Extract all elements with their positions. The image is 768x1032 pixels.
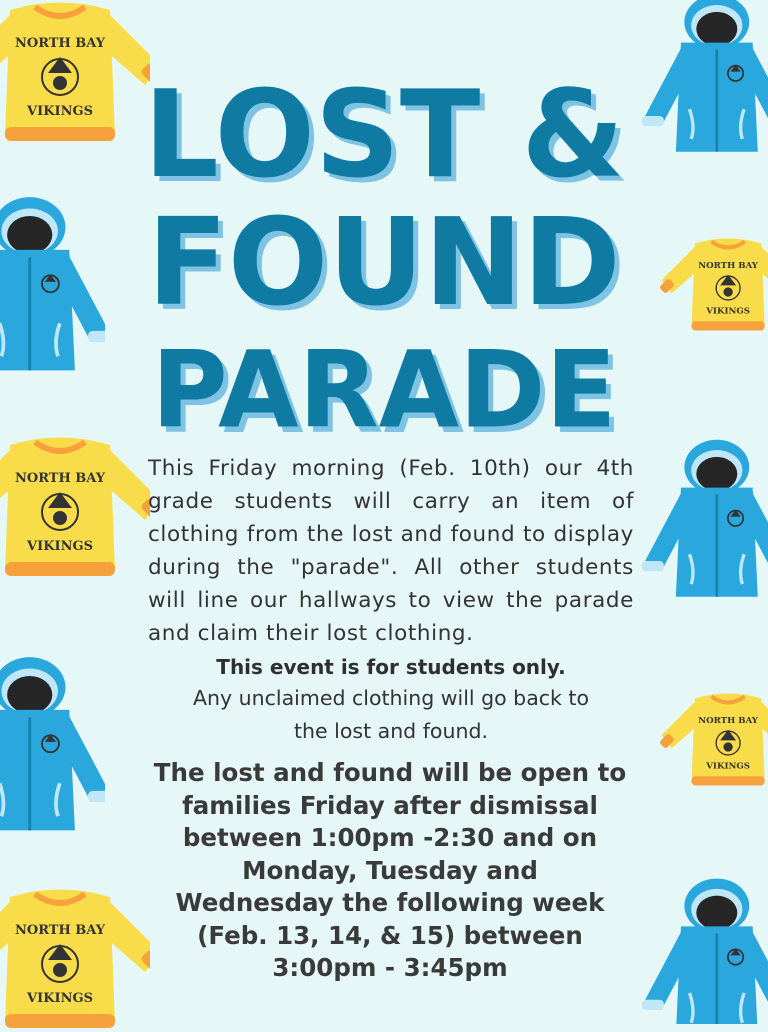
students-only-note: This event is for students only. [216, 655, 566, 679]
open-hours [140, 757, 640, 985]
yellow-sweatshirt-icon [0, 882, 150, 1032]
unclaimed-note-line-2: the lost and found. [294, 719, 488, 743]
page-title [130, 63, 638, 454]
unclaimed-note [148, 682, 634, 748]
blue-hooded-jacket-icon [640, 425, 768, 615]
title-line-1: LOST & [143, 63, 625, 205]
hours-line: (Feb. 13, 14, & 15) between [197, 920, 583, 950]
hours-line: The lost and found will be open to [153, 758, 627, 787]
hours-line: 3:00pm - 3:45pm [272, 953, 508, 982]
blue-hooded-jacket-icon [0, 648, 105, 848]
blue-hooded-jacket-icon [640, 868, 768, 1024]
blue-hooded-jacket-icon [0, 188, 105, 388]
hours-line: families Friday after dismissal [182, 790, 598, 820]
event-description: This Friday morning (Feb. 10th) our 4th grade students will carry an item of clothing from the lost and found to display during the "parade". All other students will line our hallways to view the parade and claim their lost clothing. [148, 456, 634, 646]
unclaimed-note-line-1: Any unclaimed clothing will go back to [193, 686, 589, 710]
hours-line: Monday, Tuesday and [242, 855, 538, 885]
yellow-sweatshirt-icon [0, 425, 150, 595]
yellow-sweatshirt-icon [655, 650, 768, 840]
title-line-3: PARADE [151, 327, 617, 453]
blue-hooded-jacket-icon [640, 0, 768, 170]
yellow-sweatshirt-icon [655, 195, 768, 385]
hours-line: Wednesday the following week [175, 888, 605, 917]
title-line-2: FOUND [147, 191, 621, 333]
yellow-sweatshirt-icon [0, 0, 150, 160]
hours-line: between 1:00pm -2:30 and on [182, 823, 598, 852]
